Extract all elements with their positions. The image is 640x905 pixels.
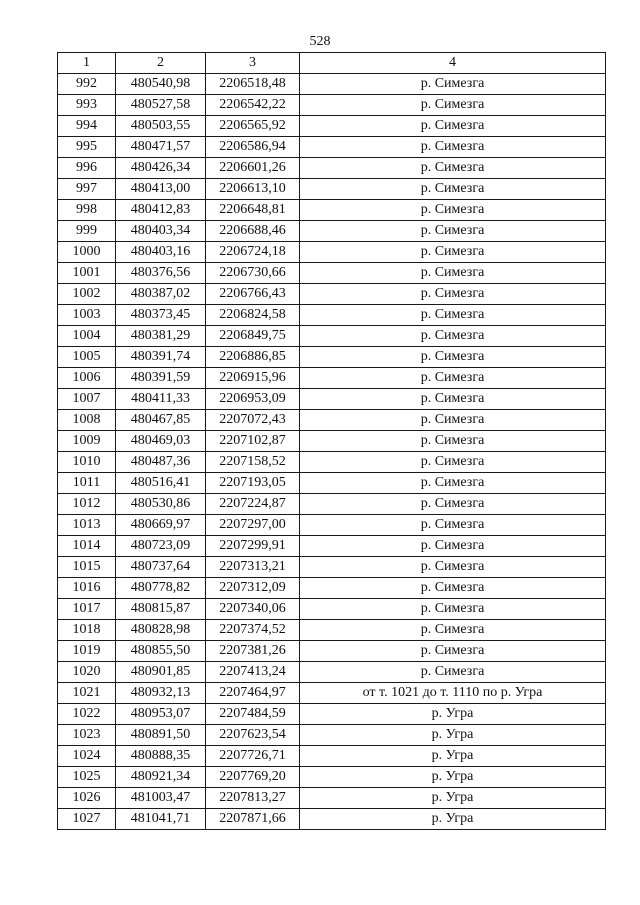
point-number-cell: 1014	[58, 536, 116, 557]
y-coordinate-cell: 2207313,21	[206, 557, 300, 578]
table-row	[58, 284, 606, 305]
table-row	[58, 809, 606, 830]
y-coordinate-cell: 2207464,97	[206, 683, 300, 704]
y-coordinate-cell: 2207158,52	[206, 452, 300, 473]
point-number-cell: 1001	[58, 263, 116, 284]
table-row	[58, 599, 606, 620]
x-coordinate-cell: 480669,97	[116, 515, 206, 536]
table-row	[58, 746, 606, 767]
y-coordinate-cell: 2207484,59	[206, 704, 300, 725]
description-cell: р. Симезга	[300, 452, 606, 473]
x-coordinate-cell: 480376,56	[116, 263, 206, 284]
point-number-cell: 1017	[58, 599, 116, 620]
x-coordinate-cell: 480778,82	[116, 578, 206, 599]
description-cell: р. Угра	[300, 746, 606, 767]
x-coordinate-cell: 480469,03	[116, 431, 206, 452]
x-coordinate-cell: 480932,13	[116, 683, 206, 704]
point-number-cell: 1020	[58, 662, 116, 683]
y-coordinate-cell: 2206953,09	[206, 389, 300, 410]
point-number-cell: 1008	[58, 410, 116, 431]
x-coordinate-cell: 480737,64	[116, 557, 206, 578]
header-row	[58, 53, 606, 74]
description-cell: р. Симезга	[300, 116, 606, 137]
x-coordinate-cell: 480516,41	[116, 473, 206, 494]
point-number-cell: 1022	[58, 704, 116, 725]
table-row	[58, 410, 606, 431]
point-number-cell: 1006	[58, 368, 116, 389]
y-coordinate-cell: 2207871,66	[206, 809, 300, 830]
y-coordinate-cell: 2207413,24	[206, 662, 300, 683]
page-number: 528	[309, 34, 331, 49]
description-cell: р. Симезга	[300, 347, 606, 368]
point-number-cell: 1021	[58, 683, 116, 704]
table-row	[58, 263, 606, 284]
description-cell: р. Симезга	[300, 200, 606, 221]
point-number-cell: 1027	[58, 809, 116, 830]
description-cell: р. Симезга	[300, 473, 606, 494]
y-coordinate-cell: 2207623,54	[206, 725, 300, 746]
point-number-cell: 994	[58, 116, 116, 137]
table-row	[58, 347, 606, 368]
y-coordinate-cell: 2206565,92	[206, 116, 300, 137]
description-cell: р. Угра	[300, 788, 606, 809]
table-row	[58, 95, 606, 116]
y-coordinate-cell: 2207769,20	[206, 767, 300, 788]
table-row	[58, 620, 606, 641]
y-coordinate-cell: 2207381,26	[206, 641, 300, 662]
y-coordinate-cell: 2207193,05	[206, 473, 300, 494]
table-row	[58, 494, 606, 515]
x-coordinate-cell: 480901,85	[116, 662, 206, 683]
description-cell: р. Угра	[300, 809, 606, 830]
table-row	[58, 389, 606, 410]
description-cell: р. Симезга	[300, 641, 606, 662]
point-number-cell: 1011	[58, 473, 116, 494]
y-coordinate-cell: 2206730,66	[206, 263, 300, 284]
x-coordinate-cell: 480391,59	[116, 368, 206, 389]
point-number-cell: 993	[58, 95, 116, 116]
x-coordinate-cell: 480723,09	[116, 536, 206, 557]
y-coordinate-cell: 2206542,22	[206, 95, 300, 116]
description-cell: р. Симезга	[300, 221, 606, 242]
x-coordinate-cell: 480530,86	[116, 494, 206, 515]
table-row	[58, 704, 606, 725]
x-coordinate-cell: 480381,29	[116, 326, 206, 347]
point-number-cell: 1026	[58, 788, 116, 809]
table-row	[58, 641, 606, 662]
point-number-cell: 995	[58, 137, 116, 158]
description-cell: р. Симезга	[300, 662, 606, 683]
point-number-cell: 1025	[58, 767, 116, 788]
description-cell: р. Симезга	[300, 284, 606, 305]
table-row	[58, 158, 606, 179]
x-coordinate-cell: 481041,71	[116, 809, 206, 830]
y-coordinate-cell: 2207072,43	[206, 410, 300, 431]
y-coordinate-cell: 2207224,87	[206, 494, 300, 515]
description-cell: р. Угра	[300, 767, 606, 788]
point-number-cell: 998	[58, 200, 116, 221]
x-coordinate-cell: 480467,85	[116, 410, 206, 431]
table-row	[58, 452, 606, 473]
table-row	[58, 473, 606, 494]
description-cell: р. Угра	[300, 725, 606, 746]
y-coordinate-cell: 2206766,43	[206, 284, 300, 305]
y-coordinate-cell: 2206613,10	[206, 179, 300, 200]
x-coordinate-cell: 480527,58	[116, 95, 206, 116]
x-coordinate-cell: 480471,57	[116, 137, 206, 158]
description-cell: р. Симезга	[300, 599, 606, 620]
x-coordinate-cell: 480503,55	[116, 116, 206, 137]
description-cell: р. Симезга	[300, 620, 606, 641]
y-coordinate-cell: 2207813,27	[206, 788, 300, 809]
x-coordinate-cell: 480487,36	[116, 452, 206, 473]
point-number-cell: 1009	[58, 431, 116, 452]
description-cell: р. Симезга	[300, 74, 606, 95]
column-header-4: 4	[300, 53, 606, 74]
x-coordinate-cell: 480828,98	[116, 620, 206, 641]
table-body	[58, 74, 606, 830]
y-coordinate-cell: 2206688,46	[206, 221, 300, 242]
description-cell: р. Симезга	[300, 242, 606, 263]
point-number-cell: 992	[58, 74, 116, 95]
x-coordinate-cell: 480540,98	[116, 74, 206, 95]
x-coordinate-cell: 480855,50	[116, 641, 206, 662]
column-header-1: 1	[58, 53, 116, 74]
point-number-cell: 1004	[58, 326, 116, 347]
x-coordinate-cell: 480426,34	[116, 158, 206, 179]
column-header-3: 3	[206, 53, 300, 74]
y-coordinate-cell: 2206724,18	[206, 242, 300, 263]
description-cell: р. Угра	[300, 704, 606, 725]
description-cell: р. Симезга	[300, 494, 606, 515]
table-row	[58, 200, 606, 221]
description-cell: р. Симезга	[300, 137, 606, 158]
point-number-cell: 1024	[58, 746, 116, 767]
table-row	[58, 431, 606, 452]
point-number-cell: 1013	[58, 515, 116, 536]
x-coordinate-cell: 481003,47	[116, 788, 206, 809]
point-number-cell: 999	[58, 221, 116, 242]
y-coordinate-cell: 2207299,91	[206, 536, 300, 557]
y-coordinate-cell: 2207726,71	[206, 746, 300, 767]
y-coordinate-cell: 2207297,00	[206, 515, 300, 536]
table-row	[58, 305, 606, 326]
description-cell: р. Симезга	[300, 431, 606, 452]
table-row	[58, 326, 606, 347]
table-row	[58, 179, 606, 200]
description-cell: р. Симезга	[300, 326, 606, 347]
table-row	[58, 515, 606, 536]
x-coordinate-cell: 480413,00	[116, 179, 206, 200]
x-coordinate-cell: 480411,33	[116, 389, 206, 410]
x-coordinate-cell: 480412,83	[116, 200, 206, 221]
point-number-cell: 1010	[58, 452, 116, 473]
description-cell: р. Симезга	[300, 557, 606, 578]
x-coordinate-cell: 480953,07	[116, 704, 206, 725]
table-row	[58, 74, 606, 95]
y-coordinate-cell: 2207374,52	[206, 620, 300, 641]
description-cell: р. Симезга	[300, 536, 606, 557]
table-row	[58, 725, 606, 746]
description-cell: р. Симезга	[300, 179, 606, 200]
table-row	[58, 578, 606, 599]
point-number-cell: 1003	[58, 305, 116, 326]
table-row	[58, 788, 606, 809]
point-number-cell: 1019	[58, 641, 116, 662]
point-number-cell: 1015	[58, 557, 116, 578]
description-cell: р. Симезга	[300, 578, 606, 599]
y-coordinate-cell: 2206518,48	[206, 74, 300, 95]
description-cell: р. Симезга	[300, 368, 606, 389]
description-cell: р. Симезга	[300, 305, 606, 326]
column-header-2: 2	[116, 53, 206, 74]
y-coordinate-cell: 2207340,06	[206, 599, 300, 620]
point-number-cell: 1016	[58, 578, 116, 599]
description-cell: р. Симезга	[300, 410, 606, 431]
x-coordinate-cell: 480391,74	[116, 347, 206, 368]
x-coordinate-cell: 480387,02	[116, 284, 206, 305]
y-coordinate-cell: 2207102,87	[206, 431, 300, 452]
point-number-cell: 1007	[58, 389, 116, 410]
point-number-cell: 996	[58, 158, 116, 179]
table-row	[58, 242, 606, 263]
x-coordinate-cell: 480403,16	[116, 242, 206, 263]
point-number-cell: 1018	[58, 620, 116, 641]
table-row	[58, 368, 606, 389]
y-coordinate-cell: 2206915,96	[206, 368, 300, 389]
point-number-cell: 1002	[58, 284, 116, 305]
x-coordinate-cell: 480921,34	[116, 767, 206, 788]
x-coordinate-cell: 480815,87	[116, 599, 206, 620]
y-coordinate-cell: 2206886,85	[206, 347, 300, 368]
table-row	[58, 221, 606, 242]
point-number-cell: 1000	[58, 242, 116, 263]
description-cell: р. Симезга	[300, 263, 606, 284]
description-cell: р. Симезга	[300, 389, 606, 410]
table-header	[58, 53, 606, 74]
description-cell: р. Симезга	[300, 95, 606, 116]
point-number-cell: 1023	[58, 725, 116, 746]
coordinates-table	[57, 52, 606, 830]
y-coordinate-cell: 2207312,09	[206, 578, 300, 599]
y-coordinate-cell: 2206648,81	[206, 200, 300, 221]
point-number-cell: 997	[58, 179, 116, 200]
y-coordinate-cell: 2206849,75	[206, 326, 300, 347]
x-coordinate-cell: 480373,45	[116, 305, 206, 326]
table-row	[58, 116, 606, 137]
point-number-cell: 1005	[58, 347, 116, 368]
x-coordinate-cell: 480888,35	[116, 746, 206, 767]
table-row	[58, 662, 606, 683]
table-row	[58, 683, 606, 704]
table-row	[58, 557, 606, 578]
description-cell: р. Симезга	[300, 515, 606, 536]
y-coordinate-cell: 2206824,58	[206, 305, 300, 326]
description-cell: р. Симезга	[300, 158, 606, 179]
table-row	[58, 767, 606, 788]
x-coordinate-cell: 480403,34	[116, 221, 206, 242]
table-row	[58, 137, 606, 158]
y-coordinate-cell: 2206586,94	[206, 137, 300, 158]
y-coordinate-cell: 2206601,26	[206, 158, 300, 179]
x-coordinate-cell: 480891,50	[116, 725, 206, 746]
point-number-cell: 1012	[58, 494, 116, 515]
description-cell: от т. 1021 до т. 1110 по р. Угра	[300, 683, 606, 704]
table-row	[58, 536, 606, 557]
